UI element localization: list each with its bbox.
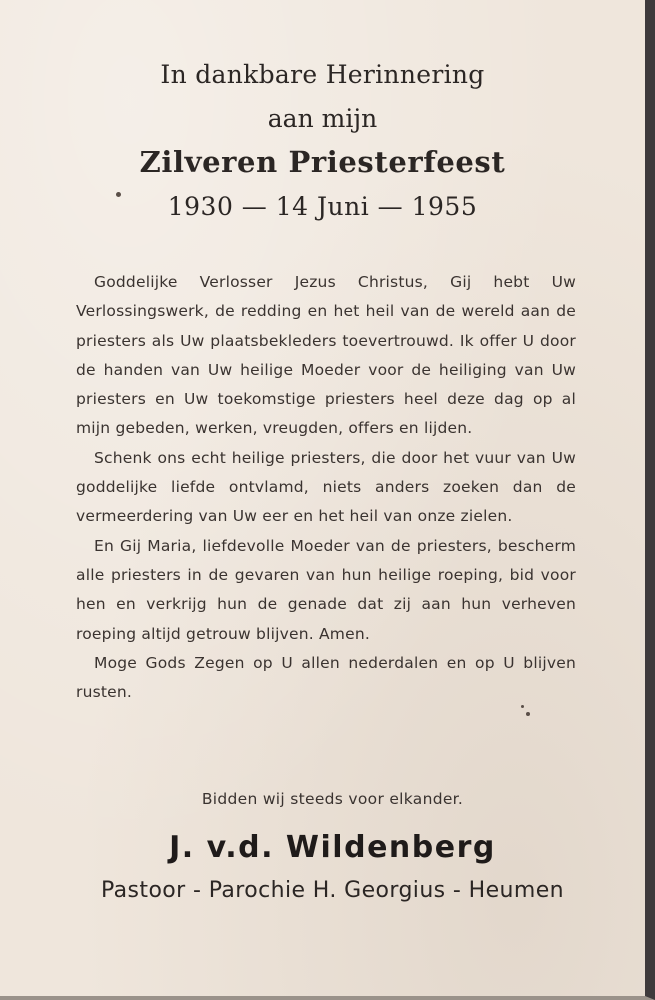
print-speck [116,192,121,197]
priest-signature-name: J. v.d. Wildenberg [169,830,496,865]
header-dedication-line: aan mijn [267,104,378,133]
prayer-paragraph: Moge Gods Zegen op U allen nederdalen en op U blijven rusten. [76,653,576,702]
prayer-paragraph: En Gij Maria, liefdevolle Moeder van de priesters, bescherm alle priesters in de gevaren van hun heilige roeping, bid voor hen en verkrijg hun de genade dat zij aan hun verheven roeping altijd getrouw blijven. Amen. [76,536,576,643]
print-speck [526,712,530,716]
header-remembrance-line: In dankbare Herinnering [160,60,485,89]
closing-line: Bidden wij steeds voor elkander. [201,790,464,808]
print-speck [521,705,524,708]
parish-line: Pastoor - Parochie H. Georgius - Heumen [101,878,564,903]
prayer-paragraph: Goddelijke Verlosser Jezus Christus, Gij hebt Uw Verlossingswerk, de redding en het heil van de wereld aan de priesters als Uw plaatsbekleders toevertrouwd. Ik offer U door de handen van Uw heilige Moeder voor de heiliging van Uw priesters en Uw toekomstige priesters heel deze dag op al mijn gebeden, werken, vreugden, offers en lijden. [76,273,576,438]
anniversary-dates: 1930 — 14 Juni — 1955 [167,192,478,221]
card-title: Zilveren Priesterfeest [139,145,506,179]
prayer-text [76,268,576,707]
prayer-paragraph: Schenk ons echt heilige priesters, die door het vuur van Uw goddelijke liefde ontvlamd, niets anders zoeken dan de vermeerdering van Uw eer en het heil van onze zielen. [76,448,576,526]
